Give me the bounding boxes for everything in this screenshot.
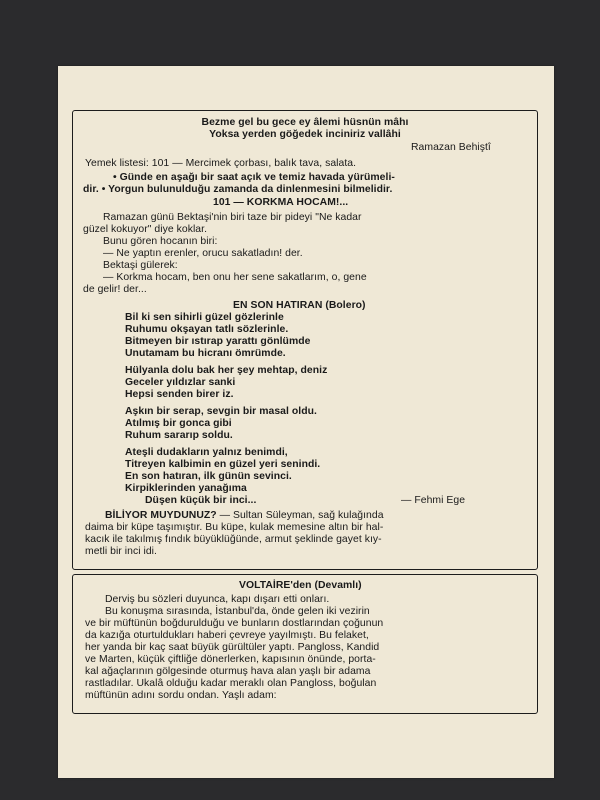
voltaire-line: ve Marten, küçük çiftliğe dönerlerken, kapısının önünde, porta- xyxy=(85,654,376,665)
menu-line: Yemek listesi: 101 — Mercimek çorbası, balık tava, salata. xyxy=(85,158,357,169)
song-line: Aşkın bir serap, sevgin bir masal oldu. xyxy=(125,406,317,417)
voltaire-line: kal ağaçlarının gölgesinde oturmuş hava alan yaşlı bir adama xyxy=(85,666,371,677)
voltaire-box xyxy=(72,574,538,714)
voltaire-line: her yanda bir kaç saat büyük gürültüler yaptı. Pangloss, Kandid xyxy=(85,642,380,653)
voltaire-line: müftünün adını sordu ondan. Yaşlı adam: xyxy=(85,690,277,701)
voltaire-line: da kazığa oturtuldukları haberi çevreye yayılmıştı. Bu felaket, xyxy=(85,630,369,641)
song-line: Düşen küçük bir inci... xyxy=(145,495,257,506)
joke-line: Bektaşi gülerek: xyxy=(103,260,178,271)
poem-line: Bezme gel bu gece ey âlemi hüsnün mâhı xyxy=(201,117,409,128)
fact-line: metli bir inci idi. xyxy=(85,546,157,557)
song-line: Ruhumu okşayan tatlı sözlerinle. xyxy=(125,324,289,335)
poem-line: Yoksa yerden göğedek inciniriz vallâhi xyxy=(209,129,401,140)
joke-line: güzel kokuyor" diye koklar. xyxy=(83,224,208,235)
song-line: Atılmış bir gonca gibi xyxy=(125,418,232,429)
main-content-box xyxy=(72,110,538,570)
voltaire-line: Derviş bu sözleri duyunca, kapı dışarı etti onları. xyxy=(105,594,330,605)
song-line: Kirpiklerinden yanağıma xyxy=(125,483,247,494)
song-line: Hepsi senden birer iz. xyxy=(125,389,234,400)
fact-line xyxy=(105,510,384,522)
joke-line: Ramazan günü Bektaşi'nin biri taze bir pideyi "Ne kadar xyxy=(103,212,362,223)
health-tip-line: dir. • Yorgun bulunulduğu zamanda da dinlenmesini bilmelidir. xyxy=(83,184,393,195)
joke-title: 101 — KORKMA HOCAM!... xyxy=(213,197,349,208)
joke-line: — Korkma hocam, ben onu her sene sakatlarım, o, gene xyxy=(103,272,367,283)
voltaire-title: VOLTAİRE'den (Devamlı) xyxy=(239,580,362,591)
joke-line: — Ne yaptın erenler, orucu sakatladın! der. xyxy=(103,248,303,259)
song-line: En son hatıran, ilk günün sevinci. xyxy=(125,471,292,482)
song-line: Bitmeyen bir ıstırap yarattı gönlümde xyxy=(125,336,311,347)
joke-line: de gelir! der... xyxy=(83,284,147,295)
fact-text: — Sultan Süleyman, sağ kulağında xyxy=(216,510,384,521)
voltaire-line: ve bir müftünün boğdurulduğu ve bunların dostlarından çoğunun xyxy=(85,618,384,629)
song-line: Ateşli dudakların yalnız benimdi, xyxy=(125,447,288,458)
fact-line: kacık ile takılmış fındık büyüklüğünde, armut şeklinde gayet kıy- xyxy=(85,534,382,545)
voltaire-line: rastladılar. Ukalâ olduğu kadar meraklı olan Pangloss, boğulan xyxy=(85,678,377,689)
song-author: — Fehmi Ege xyxy=(401,495,466,506)
magazine-page xyxy=(58,66,554,778)
song-line: Bil ki sen sihirli güzel gözlerinle xyxy=(125,312,284,323)
song-title: EN SON HATIRAN (Bolero) xyxy=(233,300,366,311)
health-tip-line: • Günde en aşağı bir saat açık ve temiz havada yürümeli- xyxy=(113,172,395,183)
fact-heading: BİLİYOR MUYDUNUZ? xyxy=(105,510,217,521)
voltaire-line: Bu konuşma sırasında, İstanbul'da, önde gelen iki vezirin xyxy=(105,606,370,617)
song-line: Ruhum sararıp soldu. xyxy=(125,430,233,441)
song-line: Geceler yıldızlar sanki xyxy=(125,377,236,388)
poem-author: Ramazan Behiştî xyxy=(411,142,491,153)
song-line: Hülyanla dolu bak her şey mehtap, deniz xyxy=(125,365,328,376)
song-line: Titreyen kalbimin en güzel yeri senindi. xyxy=(125,459,321,470)
song-line: Unutamam bu hicranı ömrümde. xyxy=(125,348,286,359)
joke-line: Bunu gören hocanın biri: xyxy=(103,236,218,247)
fact-line: daima bir küpe taşımıştır. Bu küpe, kulak memesine altın bir hal- xyxy=(85,522,384,533)
